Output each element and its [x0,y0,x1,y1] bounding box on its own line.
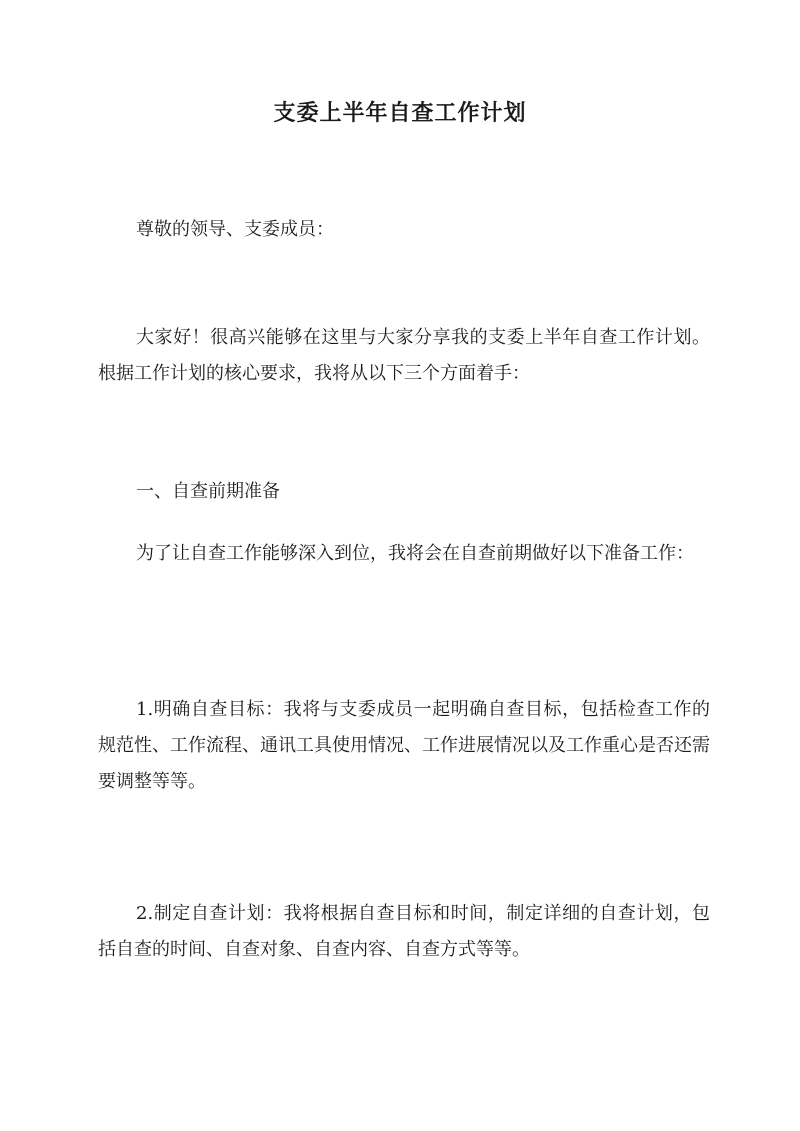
document-title: 支委上半年自查工作计划 [273,100,527,126]
section-intro-paragraph: 为了让自查工作能够深入到位，我将会在自查前期做好以下准备工作： [136,543,694,564]
salutation: 尊敬的领导、支委成员： [136,219,334,240]
intro-paragraph: 大家好！很高兴能够在这里与大家分享我的支委上半年自查工作计划。根据工作计划的核心要求，我将从以下三个方面着手： [98,327,710,384]
section-heading: 一、自查前期准备 [136,481,280,502]
list-item-plan: 2.制定自查计划：我将根据自查目标和时间，制定详细的自查计划，包括自查的时间、自查对象、自查内容、自查方式等等。 [98,903,710,960]
list-item-goals: 1.明确自查目标：我将与支委成员一起明确自查目标，包括检查工作的规范性、工作流程、通讯工具使用情况、工作进展情况以及工作重心是否还需要调整等等。 [98,699,710,792]
